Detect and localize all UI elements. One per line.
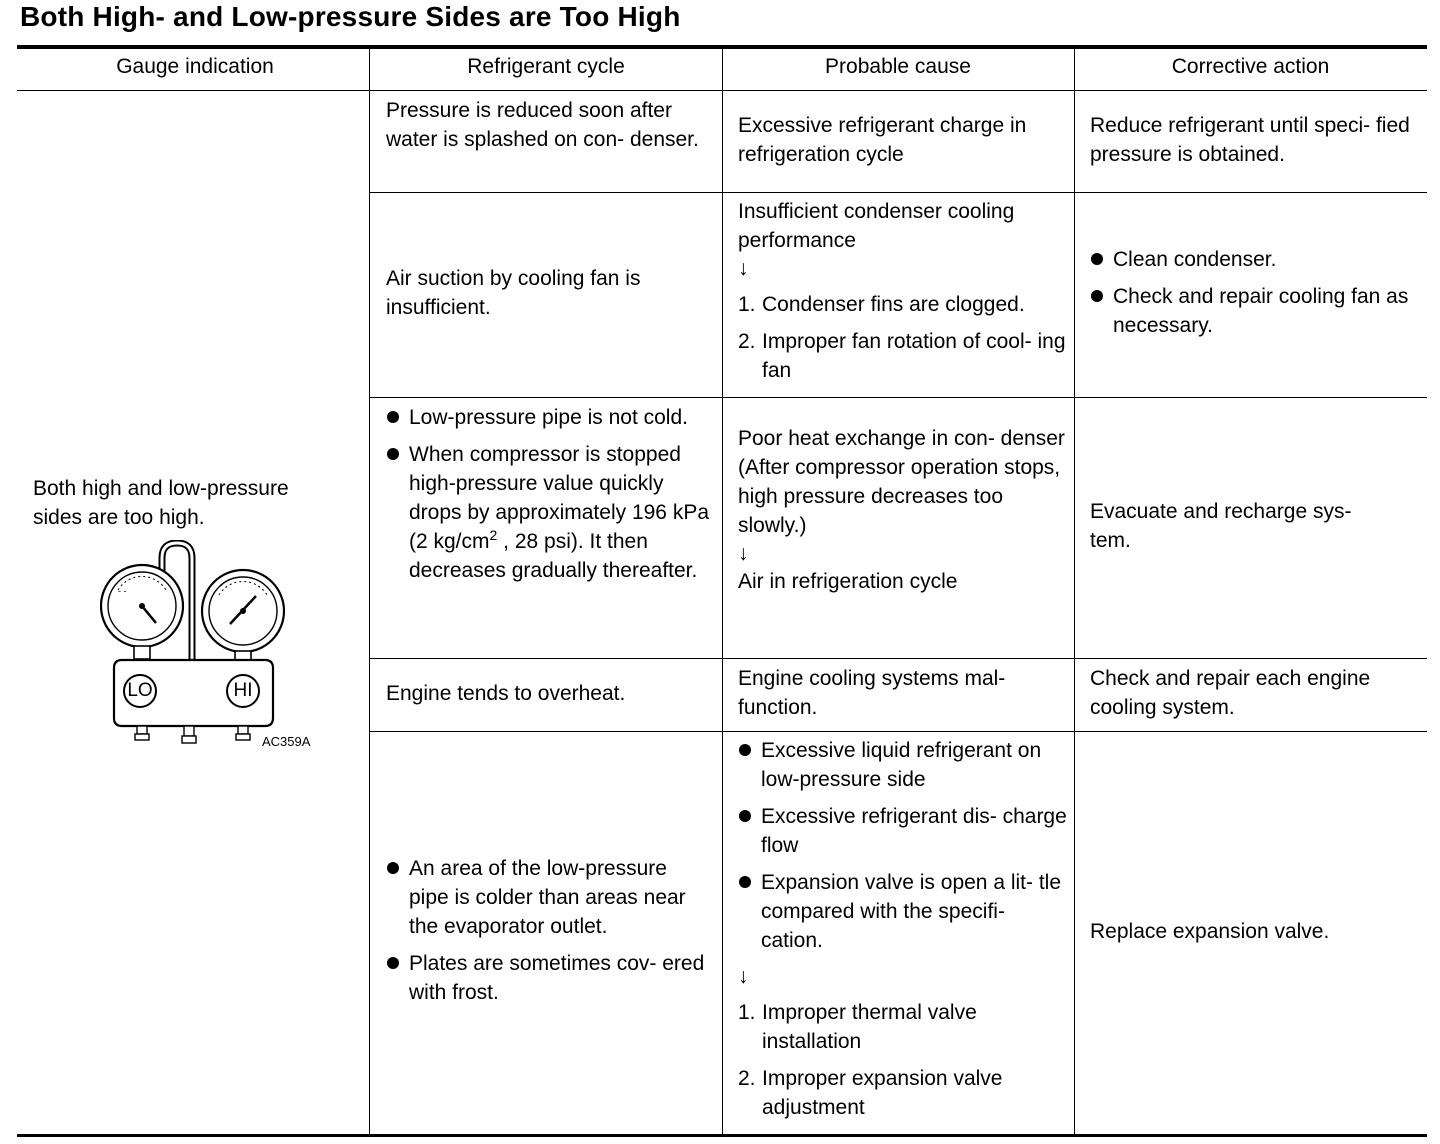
row1-corrective-action: Reduce refrigerant until speci- fied pressure is obtained. xyxy=(1090,114,1410,166)
row1-probable-cause: Excessive refrigerant charge in refrigeration cycle xyxy=(738,114,1027,166)
row5-corrective-action: Replace expansion valve. xyxy=(1090,920,1330,943)
header-corrective-action: Corrective action xyxy=(1171,55,1330,78)
gauge-hi-label: HI xyxy=(233,680,253,701)
row2-action-bullet-2: Check and repair cooling fan as necessary. xyxy=(1090,282,1420,340)
row-divider-2 xyxy=(370,397,1427,398)
row3-probable-cause xyxy=(738,424,1068,596)
svg-text:- -: - - xyxy=(118,586,127,596)
column-divider-2 xyxy=(722,48,723,1135)
row2-cause-item-2: 2. Improper fan rotation of cool- ing fan xyxy=(738,330,1066,382)
row3-cycle-bullet-1: Low-pressure pipe is not cold. xyxy=(386,403,712,432)
row5-cause-bullet-2: Excessive refrigerant dis- charge flow xyxy=(738,802,1068,860)
down-arrow-icon: ↓ xyxy=(738,257,749,280)
row3-cycle-bullet-2: When compressor is stopped high-pressure value quickly drops by approximately 196 kPa (2 $kg/cm^2$ , 28 psi). It then decreases gradually thereafter. xyxy=(386,440,712,585)
header-gauge-indication: Gauge indication xyxy=(116,55,274,78)
page-title: Both High- and Low-pressure Sides are Too High xyxy=(20,1,681,32)
column-divider-3 xyxy=(1074,48,1075,1135)
header-probable-cause: Probable cause xyxy=(825,55,971,78)
row4-probable-cause: Engine cooling systems mal- function. xyxy=(738,667,1006,719)
row2-corrective-action xyxy=(1090,245,1420,348)
row2-refrigerant-cycle: Air suction by cooling fan is insufficient. xyxy=(386,267,641,319)
column-divider-1 xyxy=(369,48,370,1135)
row3-corrective-action: Evacuate and recharge sys- tem. xyxy=(1090,500,1352,552)
row5-cycle-bullet-1: An area of the low-pressure pipe is colder than areas near the evaporator outlet. xyxy=(386,854,708,941)
row4-refrigerant-cycle: Engine tends to overheat. xyxy=(386,682,626,705)
row3-cause-outro: Air in refrigeration cycle xyxy=(738,570,958,593)
row3-refrigerant-cycle xyxy=(386,403,712,593)
figure-code: AC359A xyxy=(262,734,311,749)
row4-corrective-action: Check and repair each engine cooling system. xyxy=(1090,667,1371,719)
down-arrow-icon: ↓ xyxy=(738,542,749,565)
row5-cause-item-2: 2. Improper expansion valve adjustment xyxy=(738,1067,1003,1119)
gauge-indication-text: Both high and low-pressure sides are too high. xyxy=(33,477,289,529)
row2-probable-cause xyxy=(738,197,1068,393)
row-divider-3 xyxy=(370,658,1427,659)
row5-cycle-bullet-2: Plates are sometimes cov- ered with frost. xyxy=(386,949,708,1007)
row5-probable-cause xyxy=(738,736,1068,1130)
row-divider-1 xyxy=(370,192,1427,193)
row3-cause-intro: Poor heat exchange in con- denser (After compressor operation stops, high pressure decreases too slowly.) xyxy=(738,427,1065,537)
manifold-gauge-illustration xyxy=(100,540,330,755)
header-refrigerant-cycle: Refrigerant cycle xyxy=(467,55,625,78)
row2-action-bullet-1: Clean condenser. xyxy=(1090,245,1420,274)
row-divider-4 xyxy=(370,731,1427,732)
row5-cause-bullet-3: Expansion valve is open a lit- tle compared with the specifi- cation. xyxy=(738,868,1068,955)
row2-cause-item-1: 1. Condenser fins are clogged. xyxy=(738,293,1025,316)
down-arrow-icon: ↓ xyxy=(738,965,749,988)
row5-cause-item-1: 1. Improper thermal valve installation xyxy=(738,1001,977,1053)
gauge-lo-label: LO xyxy=(127,680,153,701)
row5-cause-bullet-1: Excessive liquid refrigerant on low-pressure side xyxy=(738,736,1068,794)
row1-refrigerant-cycle: Pressure is reduced soon after water is splashed on con- denser. xyxy=(386,99,699,151)
row5-refrigerant-cycle xyxy=(386,854,708,1015)
row2-cause-intro: Insufficient condenser cooling performance xyxy=(738,200,1015,252)
